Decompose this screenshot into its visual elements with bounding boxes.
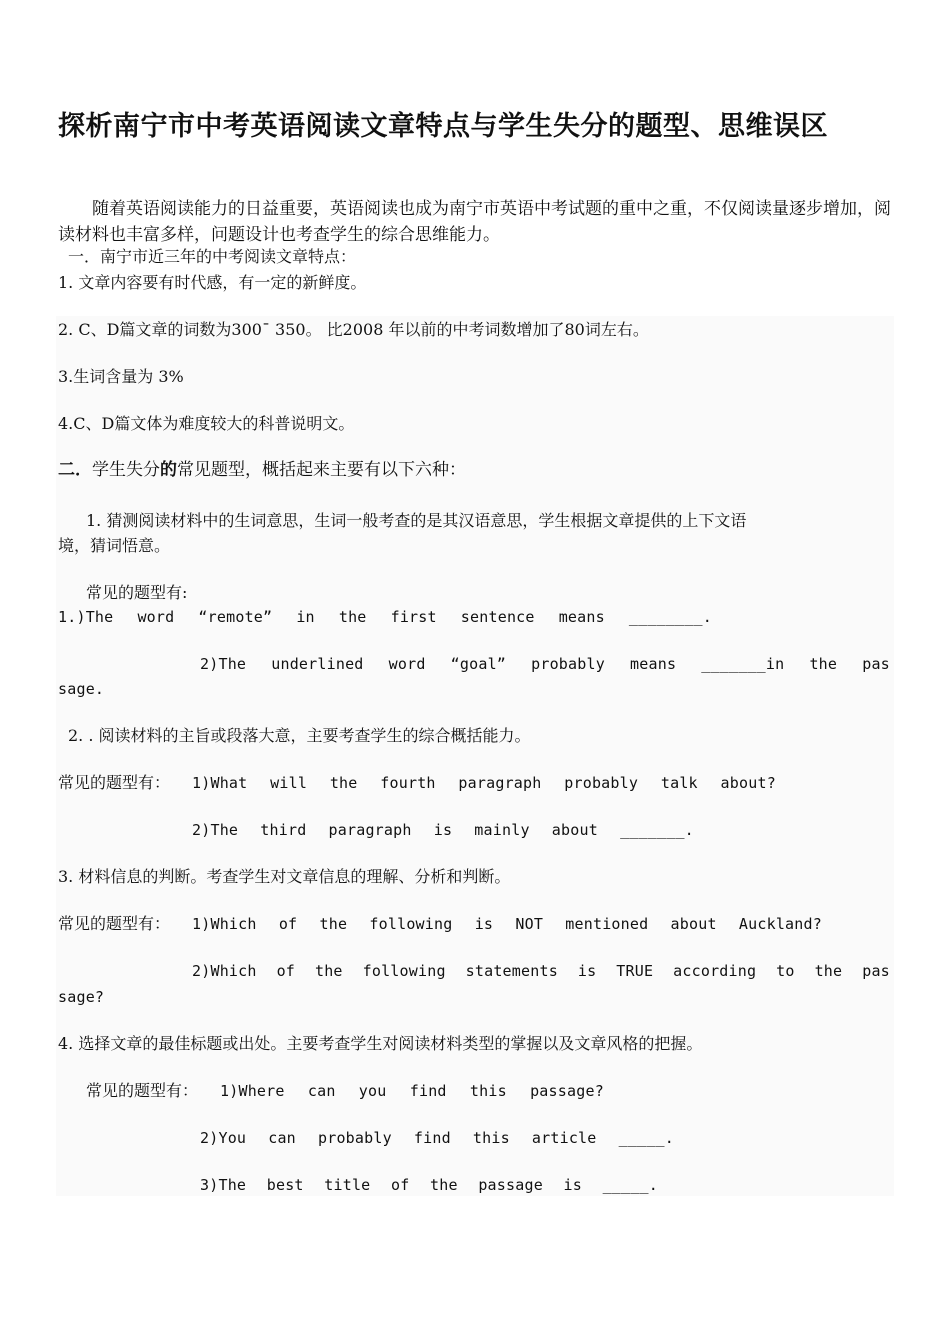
- section1-point-4: 4.C、D篇文体为难度较大的科普说明文。: [58, 414, 355, 433]
- section2-heading-text: 学生失分: [92, 460, 160, 480]
- q-word: the: [314, 962, 343, 980]
- q-word: sentence: [460, 608, 535, 626]
- question-2-2: [192, 818, 694, 843]
- document-title: 探析南宁市中考英语阅读文章特点与学生失分的题型、思维误区: [58, 111, 828, 142]
- q-word: 2)You: [200, 1129, 247, 1147]
- q-word: according: [673, 962, 757, 980]
- q-word: the: [319, 915, 348, 933]
- q-word: mainly: [474, 821, 530, 839]
- question-4-2: [200, 1126, 674, 1151]
- q-word: paragraph: [458, 774, 542, 792]
- q-word: can: [268, 1129, 296, 1147]
- q-word: NOT: [515, 915, 544, 933]
- intro-paragraph: 随着英语阅读能力的日益重要，英语阅读也成为南宁市英语中考试题的重中之重，不仅阅读量逐步增加，阅读材料也丰富多样，问题设计也考查学生的综合思维能力。: [58, 199, 891, 245]
- q-word: is: [563, 1176, 582, 1194]
- question-3-2: [192, 959, 890, 984]
- item3-text: 3. 材料信息的判断。考查学生对文章信息的理解、分析和判断。: [58, 867, 511, 886]
- q-word: 1.)The: [58, 608, 114, 626]
- q-word: of: [390, 1176, 410, 1194]
- common-types-label-4: 常见的题型有：: [86, 1081, 199, 1100]
- q-word: paragraph: [328, 821, 412, 839]
- q-word: talk: [660, 774, 698, 792]
- section1-heading: 一．南宁市近三年的中考阅读文章特点：: [68, 247, 357, 266]
- q-word: is: [577, 962, 597, 980]
- q-word: the: [329, 774, 358, 792]
- q-word: pas: [862, 655, 890, 673]
- q-word: can: [307, 1082, 336, 1100]
- q-word: fourth: [380, 774, 436, 792]
- q-word: _______.: [620, 821, 694, 839]
- q-word: _____.: [618, 1129, 674, 1147]
- q-word: word: [137, 608, 175, 626]
- item2-text: 2. . 阅读材料的主旨或段落大意，主要考查学生的综合概括能力。: [68, 726, 531, 745]
- question-2-1: [192, 771, 776, 796]
- q-word: 1)Which: [192, 915, 257, 933]
- section1-point-3: 3.生词含量为 3%: [58, 367, 184, 386]
- q-word: find: [409, 1082, 447, 1100]
- section2-heading-rest: 常见题型，概括起来主要有以下六种：: [177, 460, 466, 480]
- q-word: probably: [531, 655, 605, 673]
- q-word: this: [472, 1129, 510, 1147]
- item4-text: 4. 选择文章的最佳标题或出处。主要考查学生对阅读材料类型的掌握以及文章风格的把握。: [58, 1034, 703, 1053]
- q-word: ________.: [628, 608, 712, 626]
- q-word: of: [276, 962, 296, 980]
- q-word: pas: [862, 962, 890, 980]
- q-word: word: [388, 655, 426, 673]
- common-types-label-2: 常见的题型有：: [58, 773, 171, 792]
- q-word: following: [362, 962, 446, 980]
- q-word: following: [369, 915, 453, 933]
- q-word: is: [433, 821, 453, 839]
- q-word: means: [630, 655, 677, 673]
- q-word: passage?: [530, 1082, 604, 1100]
- q-word: 1)Where: [220, 1082, 285, 1100]
- question-1-2-end: sage.: [58, 680, 105, 698]
- q-word: 1)What: [192, 774, 248, 792]
- q-word: best: [266, 1176, 304, 1194]
- section1-point-2: 2. C、D篇文章的词数为300¯ 350。 比2008 年以前的中考词数增加了80词左右。: [58, 320, 649, 339]
- q-word: “remote”: [198, 608, 273, 626]
- q-word: you: [358, 1082, 387, 1100]
- q-word: probably: [564, 774, 639, 792]
- question-1-1: [58, 605, 712, 630]
- shaded-background: [56, 316, 894, 1196]
- question-3-1: [192, 912, 822, 937]
- q-word: means: [558, 608, 605, 626]
- question-3-2-end: sage?: [58, 988, 105, 1006]
- q-word: _____.: [602, 1176, 658, 1194]
- q-word: about: [670, 915, 717, 933]
- q-word: mentioned: [565, 915, 649, 933]
- q-word: probably: [317, 1129, 392, 1147]
- q-word: “goal”: [450, 655, 507, 673]
- q-word: 2)Which: [192, 962, 257, 980]
- q-word: will: [270, 774, 308, 792]
- q-word: the: [430, 1176, 458, 1194]
- q-word: about?: [720, 774, 776, 792]
- q-word: this: [469, 1082, 507, 1100]
- section1-point-1: 1. 文章内容要有时代感，有一定的新鲜度。: [58, 273, 367, 292]
- q-word: third: [260, 821, 307, 839]
- q-word: title: [324, 1176, 371, 1194]
- q-word: of: [278, 915, 298, 933]
- q-word: 2)The: [192, 821, 239, 839]
- q-word: underlined: [271, 655, 364, 673]
- q-word: 2)The: [200, 655, 247, 673]
- common-types-label-3: 常见的题型有：: [58, 914, 171, 933]
- question-4-3: [200, 1173, 658, 1198]
- q-word: the: [809, 655, 838, 673]
- q-word: Auckland?: [738, 915, 822, 933]
- q-word: _______in: [701, 655, 785, 673]
- q-word: 3)The: [200, 1176, 247, 1194]
- q-word: the: [814, 962, 843, 980]
- q-word: first: [390, 608, 437, 626]
- q-word: find: [413, 1129, 451, 1147]
- q-word: about: [551, 821, 598, 839]
- question-4-1: [220, 1079, 604, 1104]
- section2-heading: [58, 458, 894, 483]
- item1-line-a: 1. 猜测阅读材料中的生词意思，生词一般考查的是其汉语意思，学生根据文章提供的上下文语: [86, 511, 747, 530]
- q-word: is: [474, 915, 494, 933]
- common-types-label-1: 常见的题型有:: [86, 583, 188, 602]
- q-word: in: [296, 608, 315, 626]
- q-word: TRUE: [616, 962, 654, 980]
- q-word: the: [338, 608, 367, 626]
- q-word: article: [531, 1129, 597, 1147]
- q-word: statements: [465, 962, 558, 980]
- item1-line-b: 境，猜词悟意。: [58, 536, 171, 555]
- section2-heading-de: 的: [160, 460, 177, 480]
- q-word: passage: [478, 1176, 543, 1194]
- q-word: to: [776, 962, 795, 980]
- section2-heading-number: 二．: [58, 460, 92, 480]
- question-1-2: [200, 652, 890, 677]
